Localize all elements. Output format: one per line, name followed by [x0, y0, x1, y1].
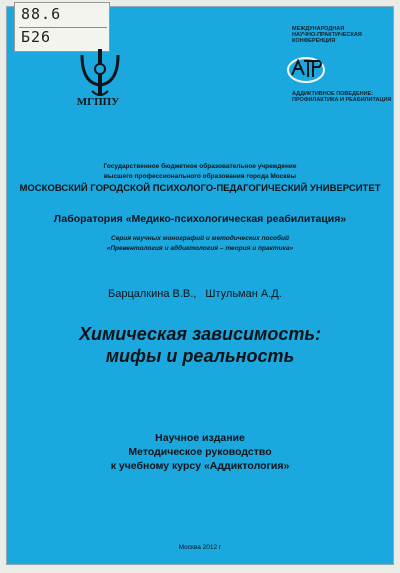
publication-type: Научное издание	[155, 432, 245, 444]
authors	[108, 288, 288, 300]
series-line-2: «Превентология и аддиктология – теория и практика»	[106, 245, 294, 252]
sticker-author-mark: Б26	[21, 28, 52, 46]
author-2: Штульман А.Д.	[205, 288, 282, 300]
institution-line-2: высшего профессионального образования города Москвы	[103, 173, 297, 180]
series-line-1: Серия научных монографий и методических пособий	[111, 235, 289, 242]
sticker-classification: 88.6	[21, 5, 62, 23]
atr-conference-logo	[286, 55, 326, 85]
publication-genre: Методическое руководство	[128, 446, 272, 458]
book-title-line-2: мифы и реальность	[105, 346, 295, 366]
conference-name: МЕЖДУНАРОДНАЯ НАУЧНО-ПРАКТИЧЕСКАЯ КОНФЕРЕНЦИЯ	[292, 26, 362, 44]
book-cover	[6, 6, 394, 565]
publication-course: к учебному курсу «Аддиктология»	[110, 460, 290, 472]
conference-subtitle: АДДИКТИВНОЕ ПОВЕДЕНИЕ: ПРОФИЛАКТИКА И РЕАБИЛИТАЦИЯ	[292, 91, 392, 103]
university-name: МОСКОВСКИЙ ГОРОДСКОЙ ПСИХОЛОГО-ПЕДАГОГИЧЕСКИЙ УНИВЕРСИТЕТ	[19, 183, 381, 194]
laboratory-name: Лаборатория «Медико-психологическая реабилитация»	[53, 213, 347, 225]
book-title-line-1: Химическая зависимость:	[78, 324, 322, 344]
author-1: Барцалкина В.В.,	[108, 288, 197, 300]
institution-line-1: Государственное бюджетное образовательное учреждение	[103, 163, 297, 170]
university-logo-label: МГППУ	[76, 96, 120, 108]
city-year: Москва 2012 г	[178, 544, 222, 551]
